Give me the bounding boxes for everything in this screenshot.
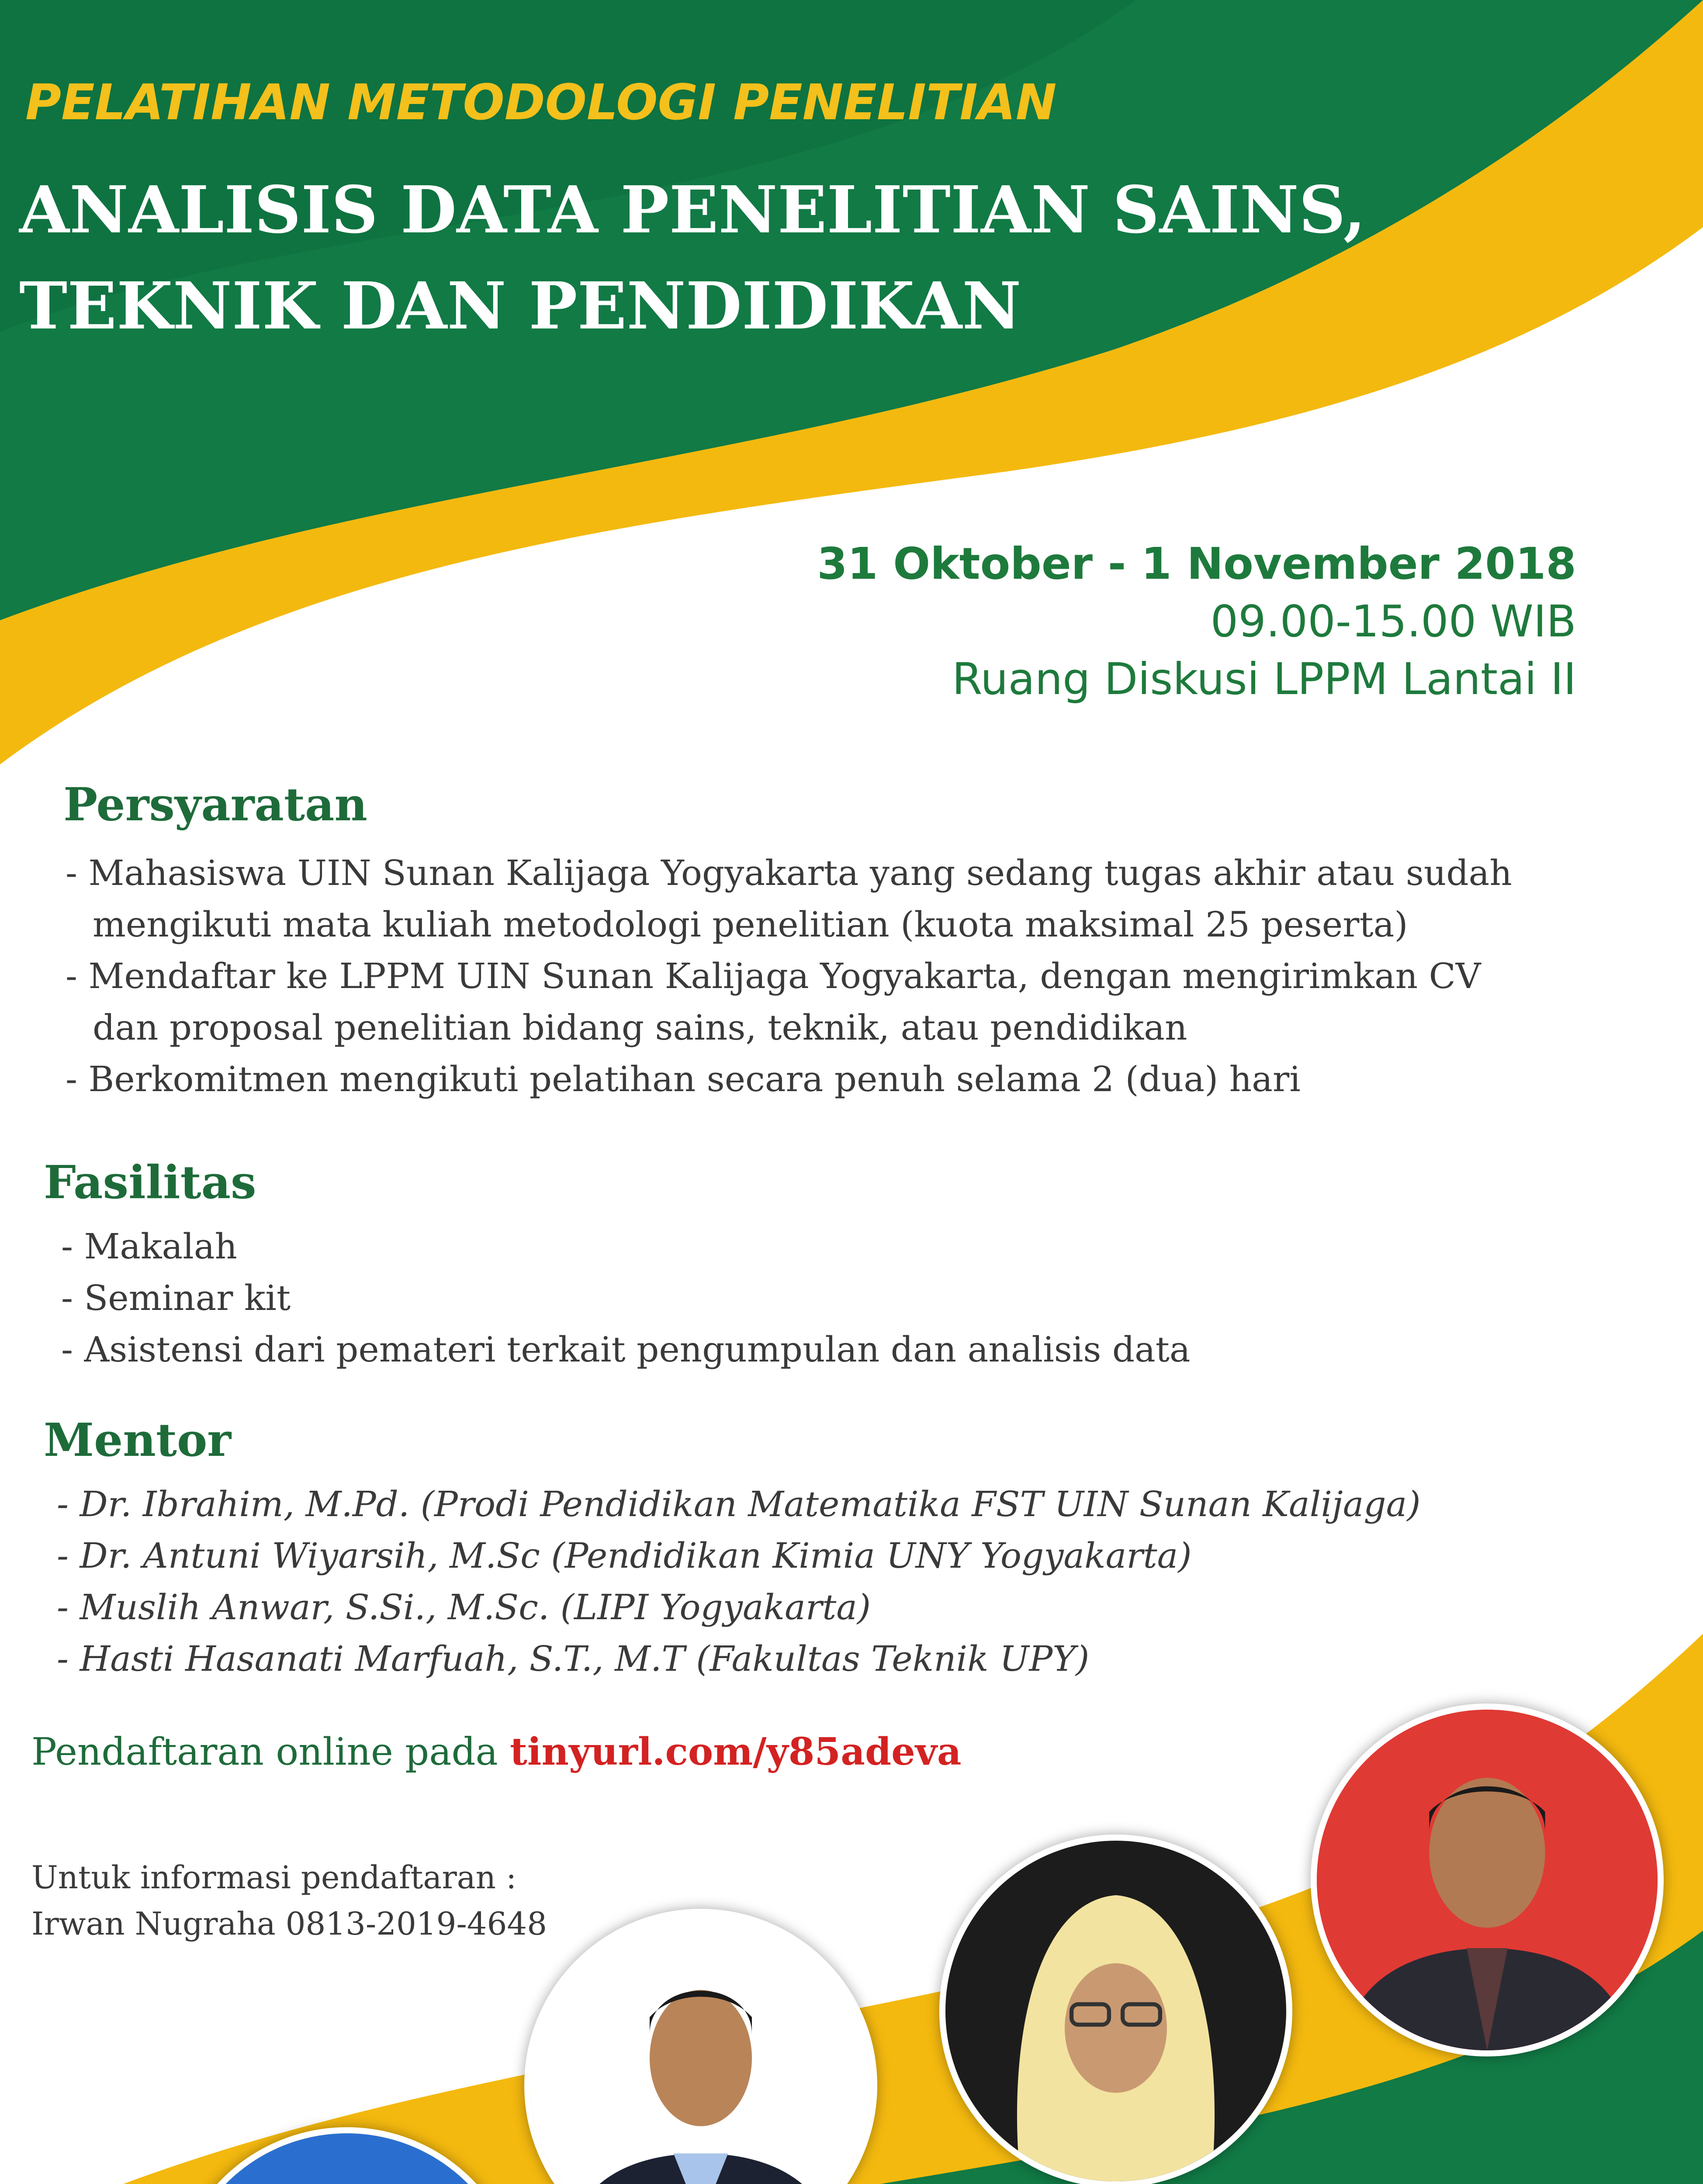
persyaratan-line: - Mendaftar ke LPPM UIN Sunan Kalijaga Yogyakarta, dengan mengirimkan CV	[66, 956, 1481, 996]
mentor-photo-3	[939, 1835, 1292, 2184]
event-details	[817, 535, 1576, 708]
mentor-item: - Dr. Antuni Wiyarsih, M.Sc (Pendidikan Kimia UNY Yogyakarta)	[57, 1535, 1192, 1576]
page-title	[19, 162, 1366, 354]
event-date: 31 Oktober - 1 November 2018	[817, 538, 1576, 589]
training-kicker: PELATIHAN METODOLOGI PENELITIAN	[25, 74, 1057, 131]
contact-person: Irwan Nugraha 0813-2019-4648	[31, 1905, 547, 1942]
event-time: 09.00-15.00 WIB	[1210, 596, 1576, 647]
mentor-item: - Hasti Hasanati Marfuah, S.T., M.T (Fakultas Teknik UPY)	[57, 1638, 1090, 1679]
mentor-item: - Muslih Anwar, S.Si., M.Sc. (LIPI Yogyakarta)	[57, 1587, 871, 1628]
mentor-item: - Dr. Ibrahim, M.Pd. (Prodi Pendidikan Matematika FST UIN Sunan Kalijaga)	[57, 1484, 1421, 1524]
persyaratan-line: dan proposal penelitian bidang sains, teknik, atau pendidikan	[93, 1007, 1187, 1048]
fasilitas-list	[61, 1221, 1191, 1375]
registration-line	[31, 1730, 962, 1774]
persyaratan-list	[66, 847, 1512, 1105]
contact-info	[31, 1854, 547, 1947]
person-silhouette-icon	[945, 1841, 1286, 2181]
registration-link[interactable]: tinyurl.com/y85adeva	[510, 1730, 962, 1774]
mentor-photo-4	[1311, 1704, 1664, 2056]
persyaratan-line: - Berkomitmen mengikuti pelatihan secara penuh selama 2 (dua) hari	[66, 1059, 1301, 1099]
mentor-title: Mentor	[44, 1413, 232, 1467]
fasilitas-item: - Seminar kit	[61, 1278, 291, 1318]
persyaratan-line: mengikuti mata kuliah metodologi penelitian (kuota maksimal 25 peserta)	[93, 904, 1408, 945]
fasilitas-item: - Asistensi dari pemateri terkait pengumpulan dan analisis data	[61, 1329, 1191, 1370]
title-line-1: ANALISIS DATA PENELITIAN SAINS,	[19, 172, 1366, 248]
fasilitas-title: Fasilitas	[44, 1155, 256, 1209]
contact-label: Untuk informasi pendaftaran :	[31, 1859, 517, 1896]
person-silhouette-icon	[1317, 1710, 1658, 2050]
fasilitas-item: - Makalah	[61, 1226, 238, 1267]
persyaratan-title: Persyaratan	[63, 778, 367, 831]
person-silhouette-icon	[530, 1915, 871, 2184]
registration-label: Pendaftaran online pada	[31, 1730, 510, 1774]
persyaratan-line: - Mahasiswa UIN Sunan Kalijaga Yogyakarta yang sedang tugas akhir atau sudah	[66, 853, 1512, 893]
mentor-list	[57, 1479, 1421, 1685]
event-venue: Ruang Diskusi LPPM Lantai II	[952, 653, 1576, 705]
title-line-2: TEKNIK DAN PENDIDIKAN	[19, 268, 1021, 344]
